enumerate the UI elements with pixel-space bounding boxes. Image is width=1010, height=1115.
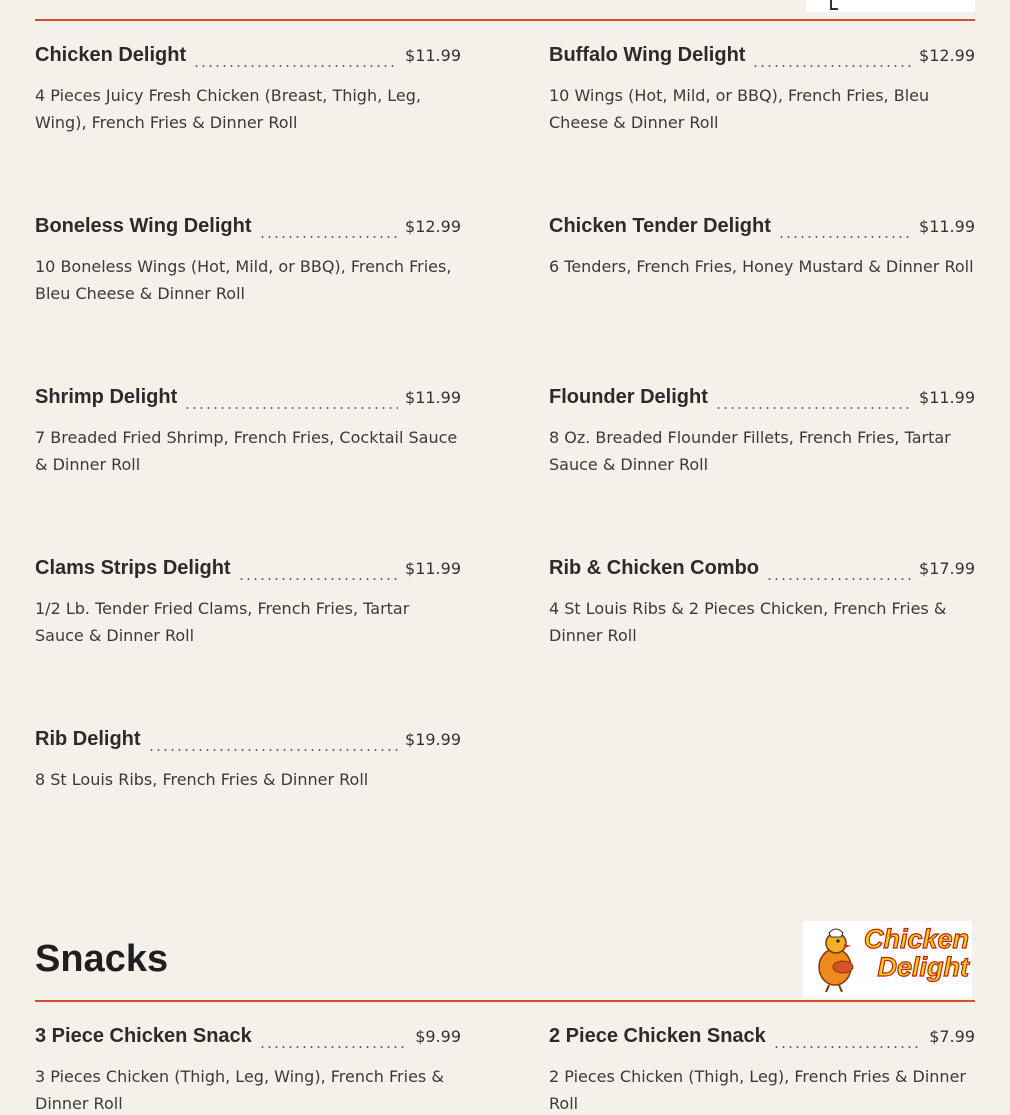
menu-item	[35, 557, 461, 649]
item-price: $12.99	[919, 46, 975, 65]
item-description: 7 Breaded Fried Shrimp, French Fries, Cocktail Sauce & Dinner Roll	[35, 428, 458, 474]
dot-leader	[778, 236, 912, 238]
item-price: $11.99	[405, 559, 461, 578]
menu-item	[35, 215, 461, 307]
item-price: $11.99	[919, 388, 975, 407]
brand-logo	[803, 921, 972, 998]
item-name: 2 Piece Chicken Snack	[549, 1025, 766, 1047]
logo-text: Chicken Delight	[863, 924, 969, 982]
item-description: 2 Pieces Chicken (Thigh, Leg), French Fries & Dinner Roll	[549, 1067, 966, 1113]
item-price: $11.99	[405, 388, 461, 407]
dot-leader	[184, 407, 398, 409]
mascot-icon	[830, 0, 838, 10]
item-name: Shrimp Delight	[35, 386, 178, 408]
item-description: 10 Wings (Hot, Mild, or BBQ), French Fries, Bleu Cheese & Dinner Roll	[549, 86, 930, 132]
item-price: $19.99	[405, 730, 461, 749]
item-description: 1/2 Lb. Tender Fried Clams, French Fries, Tartar Sauce & Dinner Roll	[35, 599, 410, 645]
dot-leader	[715, 407, 912, 409]
menu-item	[549, 215, 975, 280]
item-price: $12.99	[405, 217, 461, 236]
dot-leader	[259, 236, 399, 238]
menu-item	[549, 1025, 975, 1115]
item-price: $11.99	[405, 46, 461, 65]
item-name: Chicken Delight	[35, 44, 187, 66]
item-price: $17.99	[919, 559, 975, 578]
item-description: 8 Oz. Breaded Flounder Fillets, French Fries, Tartar Sauce & Dinner Roll	[549, 428, 951, 474]
item-description: 6 Tenders, French Fries, Honey Mustard & Dinner Roll	[549, 257, 974, 276]
menu-item	[35, 386, 461, 478]
item-name: Rib Delight	[35, 728, 141, 750]
dot-leader	[773, 1046, 922, 1048]
dot-leader	[752, 65, 912, 67]
item-price: $7.99	[929, 1027, 975, 1046]
dot-leader	[148, 749, 398, 751]
brand-logo-top	[806, 0, 975, 12]
dot-leader	[259, 1046, 408, 1048]
item-name: Buffalo Wing Delight	[549, 44, 746, 66]
item-description: 4 Pieces Juicy Fresh Chicken (Breast, Thigh, Leg, Wing), French Fries & Dinner Roll	[35, 86, 421, 132]
menu-item	[35, 728, 461, 793]
item-description: 10 Boneless Wings (Hot, Mild, or BBQ), French Fries, Bleu Cheese & Dinner Roll	[35, 257, 452, 303]
item-name: Rib & Chicken Combo	[549, 557, 760, 579]
item-name: Chicken Tender Delight	[549, 215, 771, 237]
item-price: $11.99	[919, 217, 975, 236]
section-divider-top	[35, 19, 975, 21]
dot-leader	[238, 578, 398, 580]
dot-leader	[193, 65, 398, 67]
menu-item	[35, 1025, 461, 1115]
menu-item	[549, 557, 975, 649]
section-divider	[35, 1000, 975, 1002]
item-name: Boneless Wing Delight	[35, 215, 252, 237]
item-price: $9.99	[415, 1027, 461, 1046]
section-title-snacks: Snacks	[35, 938, 169, 980]
menu-item	[549, 44, 975, 136]
menu-item	[35, 44, 461, 136]
item-name: Flounder Delight	[549, 386, 708, 408]
item-description: 3 Pieces Chicken (Thigh, Leg, Wing), French Fries & Dinner Roll	[35, 1067, 444, 1113]
item-name: Clams Strips Delight	[35, 557, 231, 579]
menu-item	[549, 386, 975, 478]
item-name: 3 Piece Chicken Snack	[35, 1025, 252, 1047]
item-description: 8 St Louis Ribs, French Fries & Dinner Roll	[35, 770, 369, 789]
dot-leader	[766, 578, 912, 580]
item-description: 4 St Louis Ribs & 2 Pieces Chicken, French Fries & Dinner Roll	[549, 599, 947, 645]
